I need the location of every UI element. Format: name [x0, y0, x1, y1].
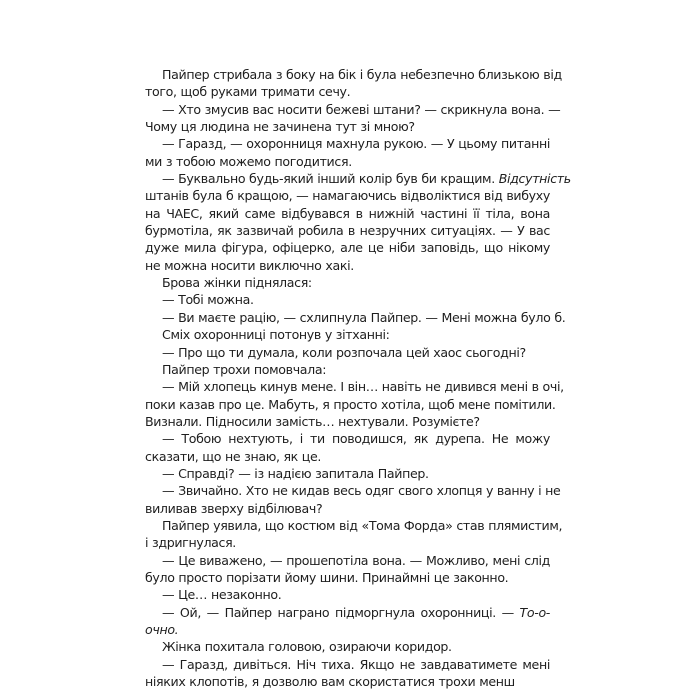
- text-line: не можна носити виключно хакі.: [145, 257, 354, 273]
- italic-text-run: То-о-: [519, 604, 550, 620]
- text-line: — Тобою нехтують, і ти поводишся, як дурепа. Не можу: [162, 431, 550, 447]
- text-line: Брова жінки піднялася:: [162, 275, 312, 291]
- text-line: того, щоб руками тримати сечу.: [145, 84, 351, 100]
- text-line: [145, 621, 550, 638]
- text-run: — Буквально будь-який інший колір був би кращим.: [162, 171, 499, 187]
- text-run: — Ой, — Пайпер награно підморгнула охоронниці. —: [162, 604, 520, 620]
- text-line: Визнали. Підносили замість… нехтували. Розумієте?: [145, 413, 480, 429]
- italic-text-run: Відсутність: [498, 171, 571, 187]
- text-line: поки казав про це. Мабуть, я просто хотіла, щоб мене помітили.: [145, 396, 556, 412]
- text-line: сказати, що не знаю, як це.: [145, 448, 322, 464]
- text-line: — Справді? — із надією запитала Пайпер.: [162, 465, 429, 481]
- text-line: Пайпер стрибала з боку на бік і була небезпечно близькою від: [162, 67, 562, 82]
- text-line: [145, 170, 571, 187]
- text-line: — Це виважено, — прошепотіла вона. — Можливо, мені слід: [162, 552, 550, 568]
- text-line: [145, 604, 550, 621]
- text-line: Чому ця людина не зачинена тут зі мною?: [145, 119, 415, 135]
- text-line: бурмотіла, як зазвичай робила в незручних ситуаціях. — У вас: [145, 223, 550, 239]
- text-line: на ЧАЕС, який саме відбувався в нижній частині її тіла, вона: [145, 205, 550, 221]
- text-line: і здригнулася.: [145, 535, 236, 551]
- text-line: Пайпер уявила, що костюм від «Тома Форда» став плямистим,: [162, 517, 563, 533]
- text-line: виливав зверху відбілювач?: [145, 500, 323, 516]
- text-line: — Гаразд, дивіться. Ніч тиха. Якщо не завдаватимете мені: [162, 656, 550, 672]
- text-line: — Тобі можна.: [162, 292, 254, 308]
- page-text: [145, 66, 571, 690]
- text-line: ніяких клопотів, я дозволю вам скористатися трохи менш: [145, 674, 515, 690]
- book-page: [145, 66, 571, 690]
- text-line: штанів була б кращою, — намагаючись відволіктися від вибуху: [145, 188, 550, 204]
- text-line: було просто порізати йому шини. Принаймні це законно.: [145, 569, 509, 585]
- text-line: — Мій хлопець кинув мене. І він… навіть не дивився мені в очі,: [162, 379, 564, 395]
- text-line: — Про що ти думала, коли розпочала цей хаос сьогодні?: [162, 344, 526, 360]
- text-line: Пайпер трохи помовчала:: [162, 361, 327, 377]
- text-line: — Звичайно. Хто не кидав весь одяг свого хлопця у ванну і не: [162, 483, 561, 499]
- text-line: — Хто змусив вас носити бежеві штани? — скрикнула вона. —: [162, 101, 561, 117]
- text-line: — Гаразд, — охоронниця махнула рукою. — У цьому питанні: [162, 136, 550, 152]
- text-line: — Ви маєте рацію, — схлипнула Пайпер. — Мені можна було б.: [162, 309, 566, 325]
- text-line: Сміх охоронниці потонув у зітханні:: [162, 327, 390, 343]
- text-line: — Це… незаконно.: [162, 587, 282, 603]
- text-line: ми з тобою можемо погодитися.: [145, 153, 352, 169]
- text-line: дуже мила фігура, офіцерко, але це ніби заповідь, що нікому: [145, 240, 550, 256]
- italic-text-run: очно.: [145, 622, 179, 637]
- text-line: Жінка похитала головою, озираючи коридор.: [162, 639, 452, 655]
